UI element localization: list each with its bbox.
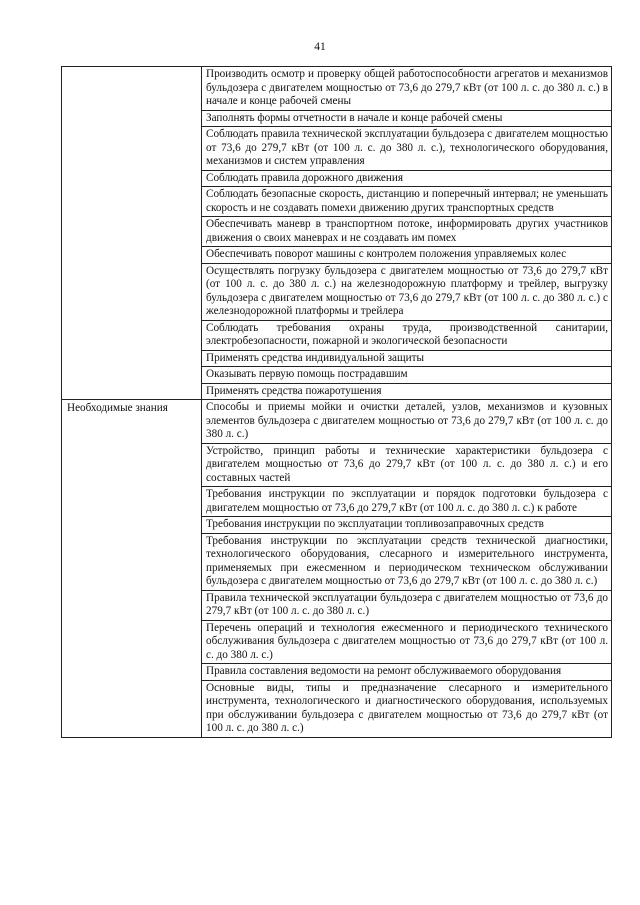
table-row (62, 400, 612, 444)
table-cell: Соблюдать требования охраны труда, производственной санитарии, электробезопасности, пожарной и экологической безопасности (202, 320, 612, 350)
table-cell: Оказывать первую помощь пострадавшим (202, 367, 612, 384)
table-cell: Требования инструкции по эксплуатации средств технической диагностики, технологического оборудования, слесарного и измерительного инструмента, применяемых при ежесменном и периодическом техническом обслуживании бульдозера с двигателем мощностью от 73,6 до 279,7 кВт (от 100 л. с. до 380 л. с.) (202, 533, 612, 590)
table-cell: Соблюдать безопасные скорость, дистанцию и поперечный интервал; не уменьшать скорость и не создавать помехи движению других транспортных средств (202, 187, 612, 217)
table-cell: Соблюдать правила технической эксплуатации бульдозера с двигателем мощностью от 73,6 до 279,7 кВт (от 100 л. с. до 380 л. с.), технологического оборудования, механизмов и систем управления (202, 127, 612, 171)
row-label-required-knowledge: Необходимые знания (62, 400, 202, 738)
table-cell: Обеспечивать маневр в транспортном потоке, информировать других участников движения о своих маневрах и не создавать им помех (202, 217, 612, 247)
table-cell: Требования инструкции по эксплуатации и порядок подготовки бульдозера с двигателем мощностью от 73,6 до 279,7 кВт (от 100 л. с. до 380 л. с.) к работе (202, 487, 612, 517)
table-cell: Применять средства индивидуальной защиты (202, 350, 612, 367)
table-cell: Устройство, принцип работы и технические характеристики бульдозера с двигателем мощностью от 73,6 до 279,7 кВт (от 100 л. с. до 380 л. с.) и его составных частей (202, 443, 612, 487)
table-cell: Способы и приемы мойки и очистки деталей, узлов, механизмов и кузовных элементов бульдозера с двигателем мощностью от 73,6 до 279,7 кВт (от 100 л. с. до 380 л. с.) (202, 400, 612, 444)
table-cell: Производить осмотр и проверку общей работоспособности агрегатов и механизмов бульдозера с двигателем мощностью от 73,6 до 279,7 кВт (от 100 л. с. до 380 л. с.) в начале и конце рабочей смены (202, 67, 612, 111)
requirements-table (61, 66, 612, 738)
table-cell: Основные виды, типы и предназначение слесарного и измерительного инструмента, технологического и диагностического оборудования, используемых при обслуживании бульдозера с двигателем мощностью от 73,6 до 279,7 кВт (от 100 л. с. до 380 л. с.) (202, 680, 612, 737)
table-cell: Осуществлять погрузку бульдозера с двигателем мощностью от 73,6 до 279,7 кВт (от 100 л. с. до 380 л. с.) на железнодорожную платформу и трейлер, выгрузку бульдозера с двигателем мощностью от 73,6 до 279,7 кВт (от 100 л. с. до 380 л. с.) с железнодорожной платформы и трейлера (202, 263, 612, 320)
table-cell: Применять средства пожаротушения (202, 383, 612, 400)
table-body (62, 67, 612, 738)
table-cell: Обеспечивать поворот машины с контролем положения управляемых колес (202, 247, 612, 264)
table-cell: Перечень операций и технология ежесменного и периодического технического обслуживания бульдозера с двигателем мощностью от 73,6 до 279,7 кВт (от 100 л. с. до 380 л. с.) (202, 620, 612, 664)
table-cell: Заполнять формы отчетности в начале и конце рабочей смены (202, 110, 612, 127)
table-row (62, 67, 612, 111)
table-cell: Правила технической эксплуатации бульдозера с двигателем мощностью от 73,6 до 279,7 кВт (от 100 л. с. до 380 л. с.) (202, 590, 612, 620)
page-number: 41 (314, 41, 326, 53)
table-cell: Правила составления ведомости на ремонт обслуживаемого оборудования (202, 664, 612, 681)
table-cell: Соблюдать правила дорожного движения (202, 170, 612, 187)
row-label-skills (62, 67, 202, 400)
table-cell: Требования инструкции по эксплуатации топливозаправочных средств (202, 517, 612, 534)
